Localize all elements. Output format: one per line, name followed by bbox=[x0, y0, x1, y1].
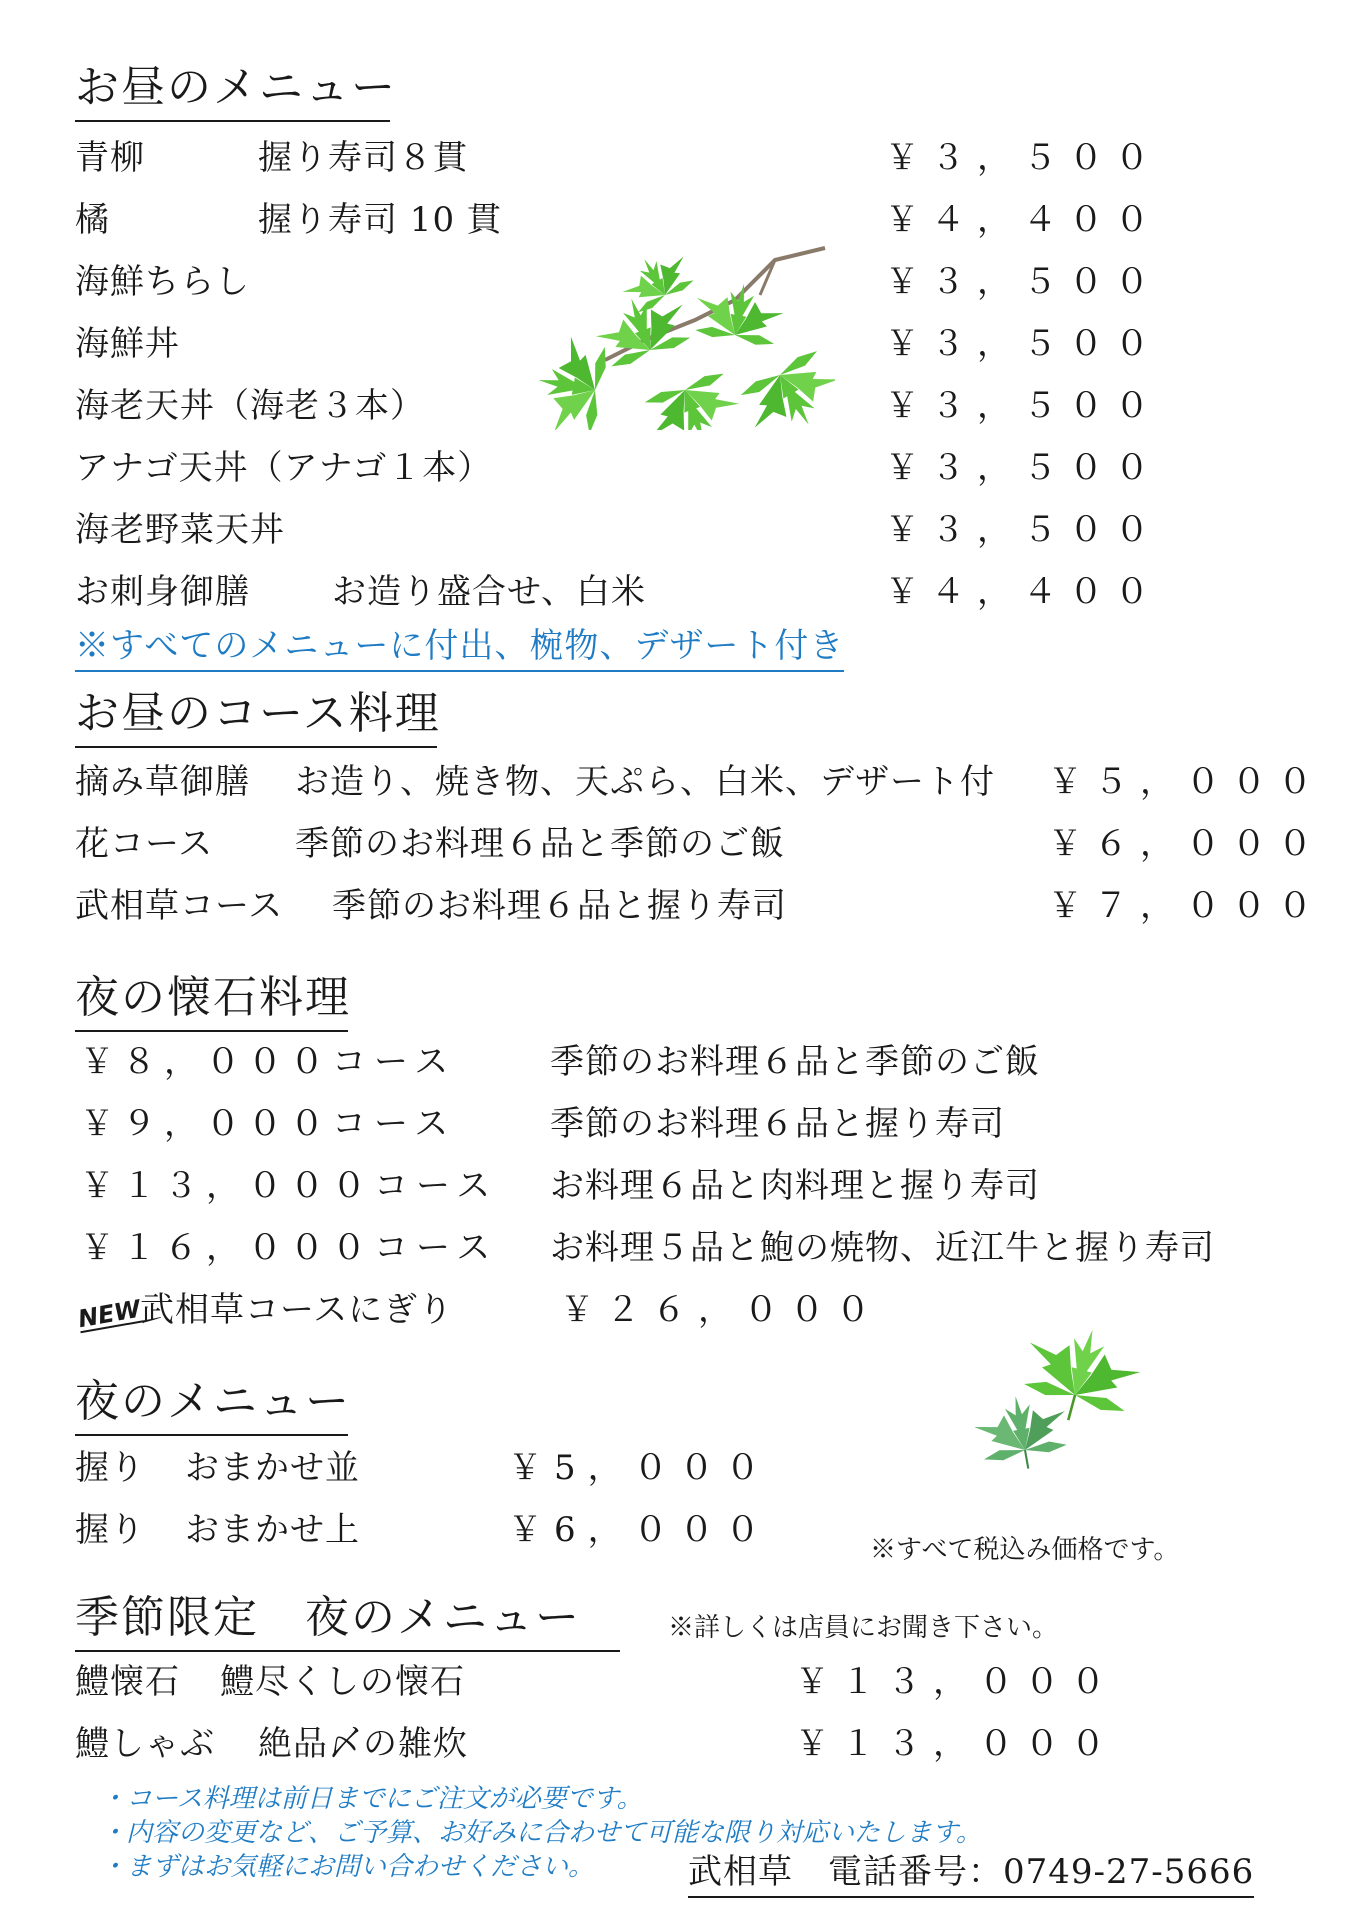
lunch-item-name: 海鮮丼 bbox=[75, 324, 180, 364]
seasonal-item-desc: 絶品〆の雑炊 bbox=[258, 1724, 468, 1764]
seasonal-item-name: 鱧懐石 bbox=[75, 1662, 180, 1702]
lunch-item-name: アナゴ天丼（アナゴ１本） bbox=[75, 448, 493, 488]
seasonal-item-name: 鱧しゃぶ bbox=[75, 1724, 215, 1764]
dinner-item-name: 握り bbox=[75, 1510, 145, 1550]
dinner-item-desc: おまかせ上 bbox=[185, 1510, 360, 1550]
seasonal-item-desc: 鱧尽くしの懐石 bbox=[220, 1662, 465, 1702]
kaiseki-desc: お料理５品と鮑の焼物、近江牛と握り寿司 bbox=[550, 1228, 1215, 1268]
footer-note: ・コース料理は前日までにご注文が必要です。 bbox=[100, 1784, 643, 1814]
lunch-item-price: ￥３，５００ bbox=[885, 262, 1161, 302]
lunch-item-name: 青柳 bbox=[75, 138, 145, 178]
kaiseki-course: ￥１３，０００コース bbox=[80, 1166, 499, 1206]
lunch-menu-note: ※すべてのメニューに付出、椀物、デザート付き bbox=[75, 626, 844, 672]
kaiseki-course: ￥８，０００コース bbox=[80, 1042, 457, 1082]
course-desc: 季節のお料理６品と季節のご飯 bbox=[295, 824, 785, 864]
kaiseki-desc: 季節のお料理６品と季節のご飯 bbox=[550, 1042, 1040, 1082]
new-badge: NEW bbox=[75, 1294, 143, 1334]
lunch-item-desc: 握り寿司 10 貫 bbox=[258, 200, 502, 240]
course-price: ￥６，０００ bbox=[1048, 824, 1324, 864]
kaiseki-desc: お料理６品と肉料理と握り寿司 bbox=[550, 1166, 1040, 1206]
maple-leaves-icon bbox=[975, 1300, 1145, 1480]
dinner-item-price: ￥6，０００ bbox=[508, 1510, 772, 1550]
lunch-item-price: ￥３，５００ bbox=[885, 448, 1161, 488]
course-name: 武相草コース bbox=[75, 886, 284, 926]
kaiseki-desc: 季節のお料理６品と握り寿司 bbox=[550, 1104, 1005, 1144]
lunch-item-price: ￥４，４００ bbox=[885, 572, 1161, 612]
lunch-item-name: お刺身御膳 bbox=[75, 572, 250, 612]
lunch-item-desc: 握り寿司８貫 bbox=[258, 138, 468, 178]
contact-phone: 武相草 電話番号：0749-27-5666 bbox=[688, 1852, 1254, 1898]
lunch-menu-title: お昼のメニュー bbox=[75, 62, 390, 122]
lunch-item-price: ￥３，５００ bbox=[885, 324, 1161, 364]
maple-branch-icon bbox=[535, 240, 835, 430]
course-price: ￥５，０００ bbox=[1048, 762, 1324, 802]
dinner-kaiseki-title: 夜の懐石料理 bbox=[75, 972, 348, 1032]
dinner-item-desc: おまかせ並 bbox=[185, 1448, 360, 1488]
course-desc: 季節のお料理６品と握り寿司 bbox=[332, 886, 787, 926]
lunch-item-price: ￥３，５００ bbox=[885, 138, 1161, 178]
seasonal-item-price: ￥１３，０００ bbox=[795, 1724, 1117, 1764]
course-name: 摘み草御膳 bbox=[75, 762, 250, 802]
seasonal-title: 季節限定 夜のメニュー bbox=[75, 1592, 620, 1652]
dinner-item-price: ￥5，０００ bbox=[508, 1448, 772, 1488]
tax-note: ※すべて税込み価格です。 bbox=[870, 1535, 1180, 1565]
lunch-course-title: お昼のコース料理 bbox=[75, 688, 437, 748]
footer-note: ・内容の変更など、ご予算、お好みに合わせて可能な限り対応いたします。 bbox=[100, 1818, 982, 1848]
lunch-item-name: 橘 bbox=[75, 200, 110, 240]
dinner-item-name: 握り bbox=[75, 1448, 145, 1488]
lunch-item-price: ￥４，４００ bbox=[885, 200, 1161, 240]
footer-note: ・まずはお気軽にお問い合わせください。 bbox=[100, 1852, 595, 1882]
lunch-item-name: 海老天丼（海老３本） bbox=[75, 386, 425, 426]
course-desc: お造り、焼き物、天ぷら、白米、デザート付 bbox=[295, 762, 995, 802]
kaiseki-course: ￥９，０００コース bbox=[80, 1104, 457, 1144]
kaiseki-special-price: ￥２６，０００ bbox=[560, 1290, 882, 1330]
lunch-item-name: 海老野菜天丼 bbox=[75, 510, 285, 550]
kaiseki-special-name: 武相草コースにぎり bbox=[140, 1290, 454, 1330]
lunch-item-price: ￥３，５００ bbox=[885, 510, 1161, 550]
lunch-item-price: ￥３，５００ bbox=[885, 386, 1161, 426]
course-name: 花コース bbox=[75, 824, 214, 864]
seasonal-item-price: ￥１３，０００ bbox=[795, 1662, 1117, 1702]
seasonal-note: ※詳しくは店員にお聞き下さい。 bbox=[668, 1613, 1059, 1643]
kaiseki-course: ￥１６，０００コース bbox=[80, 1228, 499, 1268]
lunch-item-desc: お造り盛合せ、白米 bbox=[332, 572, 646, 612]
lunch-item-name: 海鮮ちらし bbox=[75, 262, 250, 302]
course-price: ￥７，０００ bbox=[1048, 886, 1324, 926]
dinner-menu-title: 夜のメニュー bbox=[75, 1376, 348, 1436]
